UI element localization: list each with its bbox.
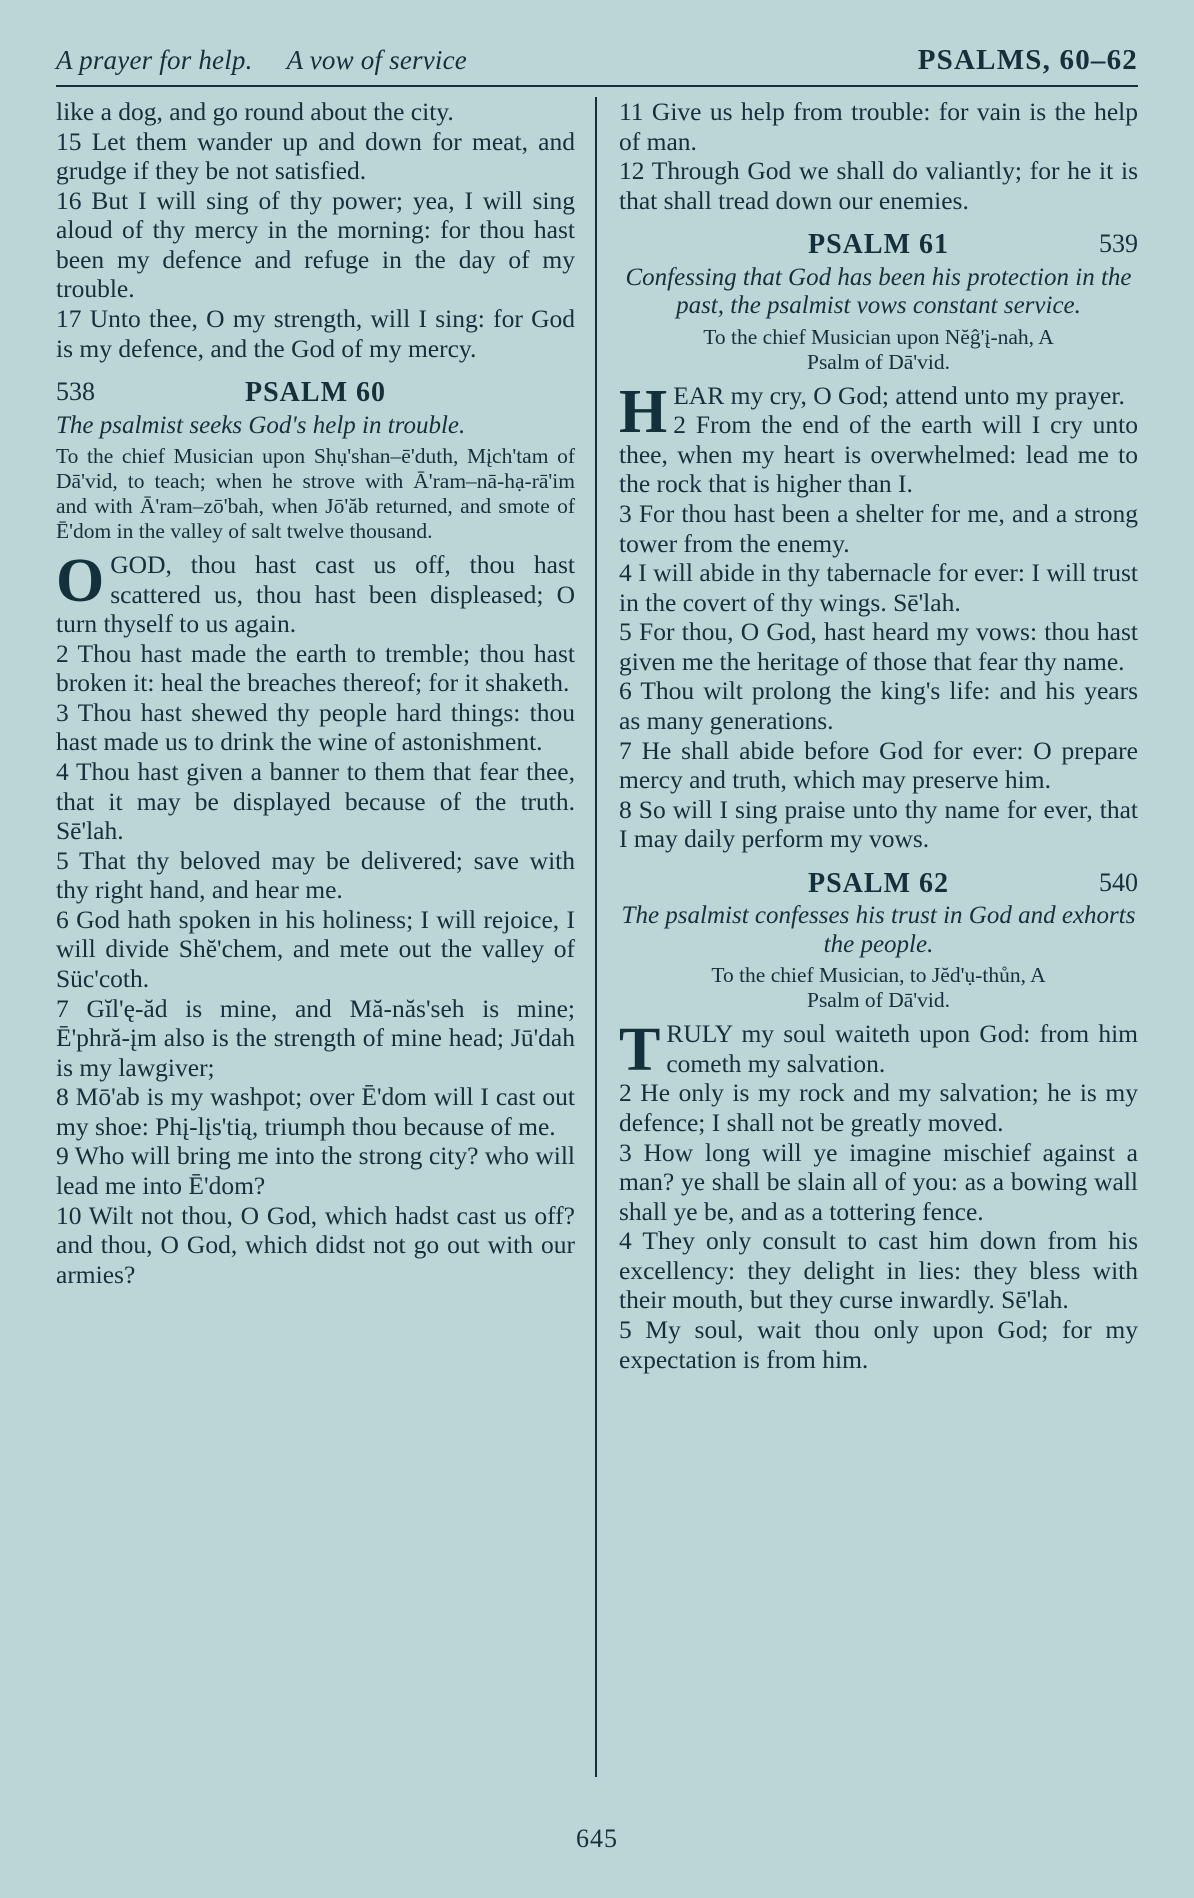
page-number: 645 <box>576 1824 618 1853</box>
verse-paragraph: 9 Who will bring me into the strong city? who will lead me into Ē'dom? <box>56 1141 575 1201</box>
psalm-61-superscription-line2: Psalm of Dā'vid. <box>806 349 950 374</box>
verse-paragraph: 5 That thy beloved may be delivered; save with thy right hand, and hear me. <box>56 845 575 905</box>
psalm-61-summary: Confessing that God has been his protection in the past, the psalmist vows constant service. <box>625 263 1132 320</box>
verse-paragraph: 5 My soul, wait thou only upon God; for my expectation is from him. <box>619 1315 1138 1374</box>
verse-paragraph: 2 He only is my rock and my salvation; he is my defence; I shall not be greatly moved. <box>619 1078 1138 1137</box>
running-head-right: PSALMS, 60–62 <box>917 44 1138 76</box>
verse-paragraph: 16 But I will sing of thy power; yea, I will sing aloud of thy mercy in the morning: for thou hast been my defence and refuge in the day of my trouble. <box>56 185 575 304</box>
psalm-62-summary: The psalmist confesses his trust in God and exhorts the people. <box>621 902 1136 958</box>
psalm-62-title: PSALM 62 <box>808 867 949 899</box>
verse-paragraph: 3 Thou hast shewed thy people hard things: thou hast made us to drink the wine of astonishment. <box>56 697 575 757</box>
dropcap-letter: O <box>56 546 105 615</box>
verse-paragraph: 7 Gĭl'ę-ăd is mine, and Mă-năs'seh is mine; Ē'phră-įm also is the strength of mine head; Jū'dah is my lawgiver; <box>56 993 575 1082</box>
verse-paragraph: 10 Wilt not thou, O God, which hadst cast us off? and thou, O God, which didst not go out with our armies? <box>56 1200 575 1289</box>
running-head <box>0 0 1194 77</box>
verse-paragraph: 6 Thou wilt prolong the king's life: and his years as many generations. <box>619 676 1138 736</box>
psalm-62-verse-1 <box>619 1016 1138 1085</box>
psalm-61-verse-1 <box>619 377 1138 446</box>
verse-paragraph: 15 Let them wander up and down for meat, and grudge if they be not satisfied. <box>56 126 575 186</box>
verse-paragraph: 12 Through God we shall do valiantly; for he it is that shall tread down our enemies. <box>619 156 1138 215</box>
verse-paragraph: 4 Thou hast given a banner to them that fear thee, that it may be displayed because of the truth. Sē'lah. <box>56 756 575 846</box>
verse-paragraph: like a dog, and go round about the city. <box>56 97 454 126</box>
psalm-62-superscription-line2: Psalm of Dā'vid. <box>806 988 950 1013</box>
psalm-60-summary: The psalmist seeks God's help in trouble. <box>56 411 466 439</box>
psalm-61-title: PSALM 61 <box>808 229 949 261</box>
left-column <box>56 97 597 1777</box>
verse-paragraph: 8 So will I sing praise unto thy name for ever, that I may daily perform my vows. <box>619 794 1138 854</box>
psalm-62-superscription <box>619 963 1138 1013</box>
psalm-62-heading <box>619 868 1138 900</box>
right-column <box>597 97 1138 1777</box>
psalm-60-heading <box>56 377 575 409</box>
verse-paragraph: 4 They only consult to cast him down from his excellency: they delight in lies: they bless with their mouth, but they curse inwardly. Sē'lah. <box>619 1226 1138 1315</box>
running-head-left-part2: A vow of service <box>286 45 467 75</box>
verse-paragraph: 7 He shall abide before God for ever: O prepare mercy and truth, which may preserve him. <box>619 735 1138 795</box>
psalm-62-superscription-line1: To the chief Musician, to Jĕd'ụ-thůn, A <box>711 963 1046 988</box>
verse-paragraph: 11 Give us help from trouble: for vain is the help of man. <box>619 97 1138 156</box>
psalm-60-superscription: To the chief Musician upon Shụ'shan–ē'duth, Mįch'tam of Dā'vid, to teach; when he strove with Ā'ram–nā-hạ-rā'im and with Ā'ram–zō'bah, when Jō'ăb returned, and smote of Ē'dom in the valley of salt twelve thousand. <box>56 444 575 543</box>
psalm-61-heading <box>619 229 1138 261</box>
psalm-60-title: PSALM 60 <box>245 377 386 409</box>
dropcap-letter: T <box>619 1016 661 1085</box>
text-columns <box>0 87 1194 1777</box>
verse-paragraph: 2 From the end of the earth will I cry unto thee, when my heart is overwhelmed: lead me to the rock that is higher than I. <box>619 410 1138 499</box>
psalm-60-verse-1 <box>56 546 575 639</box>
psalm-60-left-number: 538 <box>56 377 95 407</box>
psalm-61-superscription-line1: To the chief Musician upon Nĕĝ'į-nah, A <box>703 324 1054 349</box>
verse-paragraph: 6 God hath spoken in his holiness; I will rejoice, I will divide Shĕ'chem, and mete out the valley of Süc'coth. <box>56 904 575 994</box>
verse-paragraph: 2 Thou hast made the earth to tremble; thou hast broken it: heal the breaches thereof; for it shaketh. <box>56 638 575 698</box>
verse-paragraph: 5 For thou, O God, hast heard my vows: thou hast given me the heritage of those that fear thy name. <box>619 617 1138 676</box>
verse-paragraph: EAR my cry, O God; attend unto my prayer. <box>673 380 1125 410</box>
verse-paragraph: 3 How long will ye imagine mischief against a man? ye shall be slain all of you: as a bowing wall shall ye be, and as a tottering fence. <box>619 1137 1138 1226</box>
verse-paragraph: 3 For thou hast been a shelter for me, and a strong tower from the enemy. <box>619 498 1138 558</box>
verse-paragraph: 4 I will abide in thy tabernacle for ever: I will trust in the covert of thy wings. Sē'lah. <box>619 558 1138 617</box>
dropcap-letter: H <box>619 377 668 446</box>
verse-paragraph: 17 Unto thee, O my strength, will I sing: for God is my defence, and the God of my mercy. <box>56 304 575 363</box>
verse-paragraph: RULY my soul waiteth upon God: from him cometh my salvation. <box>666 1019 1138 1078</box>
verse-paragraph: GOD, thou hast cast us off, thou hast scattered us, thou hast been displeased; O turn thyself to us again. <box>56 549 575 639</box>
psalm-61-superscription <box>619 325 1138 375</box>
verse-paragraph: 8 Mō'ab is my washpot; over Ē'dom will I cast out my shoe: Phį-lįs'tią, triumph thou because of me. <box>56 1082 575 1141</box>
running-head-left-part1: A prayer for help. <box>56 45 253 75</box>
psalm-62-right-number: 540 <box>1099 867 1138 897</box>
psalm-61-right-number: 539 <box>1099 229 1138 259</box>
running-head-left <box>56 45 501 76</box>
